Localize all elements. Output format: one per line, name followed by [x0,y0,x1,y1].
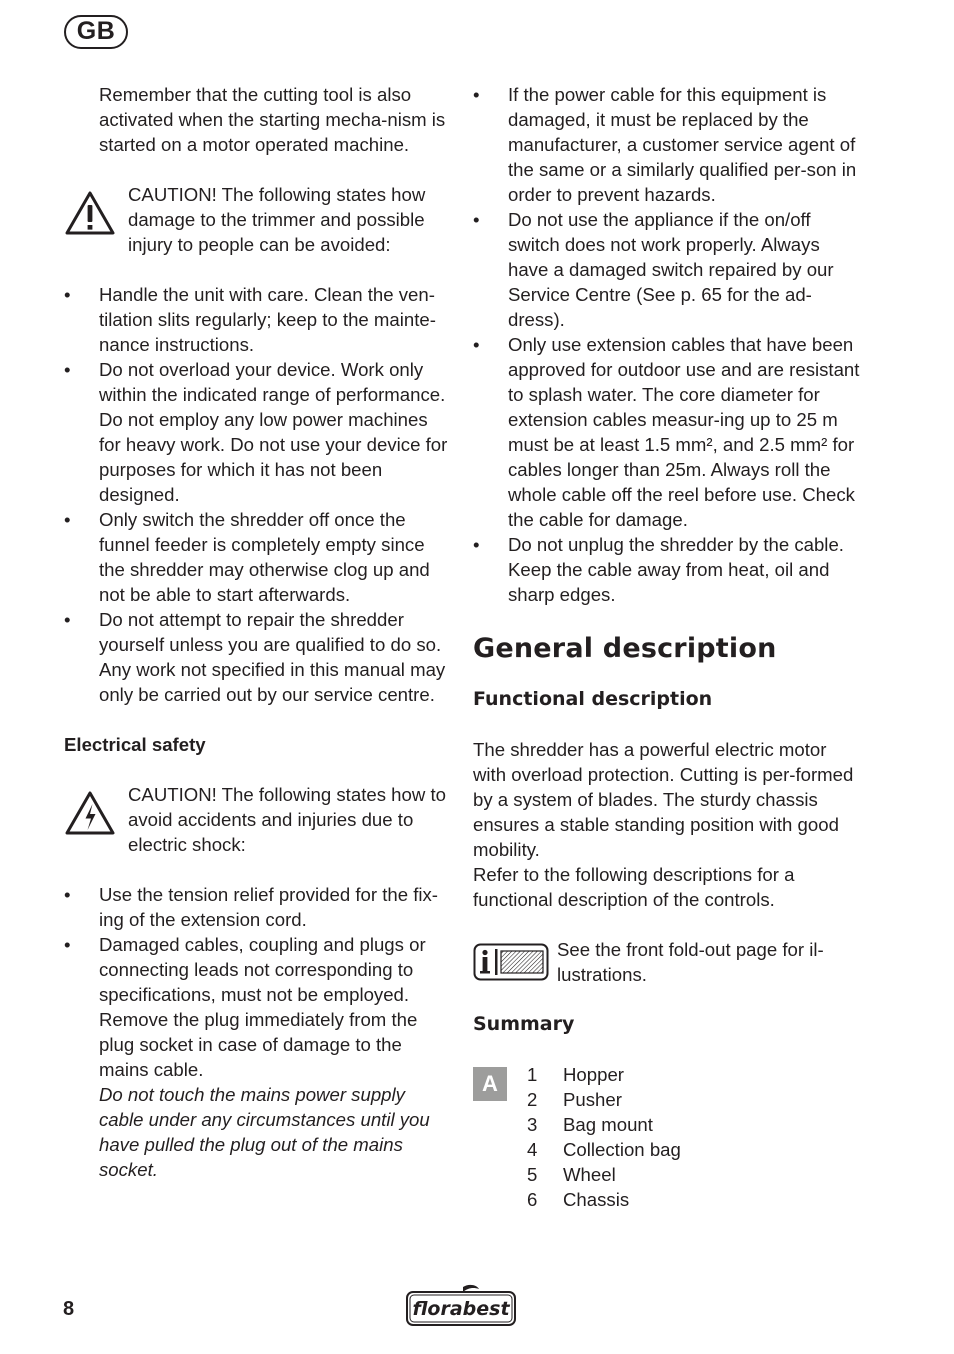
table-row [527,1087,681,1112]
mains-warning-italic: Do not touch the mains power supply cable under any circumstances until you have pulled the plug out of the mains socket. [99,1084,430,1180]
table-row [527,1062,681,1087]
item-label: Chassis [563,1189,630,1210]
florabest-logo [405,1284,517,1328]
info-illustration-icon [473,943,549,981]
table-row [527,1137,681,1162]
list-item: • Do not overload your device. Work only within the indicated range of performance. Do not employ any low power machines for heavy work. Do not use your device for purposes for which it has not been designed. [64,357,450,507]
electrical-bullet-list [64,882,450,1182]
list-item: • Do not use the appliance if the on/off switch does not work properly. Always have a damaged switch repaired by our Service Centre (See p. 65 for the ad-dress). [473,207,863,332]
list-item: • Handle the unit with care. Clean the ven-tilation slits regularly; keep to the mainte-nance instructions. [64,282,450,357]
item-number: 1 [527,1064,538,1085]
caution-damage-text: CAUTION! The following states how damage to the trimmer and possible injury to people can be avoided: [128,184,426,255]
info-note-text: See the front fold-out page for il-lustrations. [557,939,824,985]
list-item: • Use the tension relief provided for the fix-ing of the extension cord. [64,882,450,932]
item-label: Hopper [563,1064,624,1085]
list-item: • Do not attempt to repair the shredder yourself unless you are qualified to do so. Any work not specified in this manual may only be carried out by our service centre. [64,607,450,707]
figure-a-tag: A [473,1067,507,1101]
warning-lightning-icon [64,790,116,836]
functional-description-text: The shredder has a powerful electric motor with overload protection. Cutting is per-formed by a system of blades. The sturdy chassis ensures a stable standing position with good mobility. [473,739,854,860]
list-item: • Only use extension cables that have been approved for outdoor use and are resistant to splash water. The core diameter for extension cables measur-ing up to 25 m must be at least 1.5 mm², and 2.5 mm² for cables longer than 25m. Always roll the whole cable off the reel before use. Check the cable for damage. [473,332,863,532]
list-item: • If the power cable for this equipment is damaged, it must be replaced by the manufacturer, a customer service agent of the same or a similarly qualified per-son in order to prevent hazards. [473,82,863,207]
item-number: 2 [527,1089,538,1110]
table-row [527,1112,681,1137]
damaged-cables-text: Damaged cables, coupling and plugs or connecting leads not corresponding to specifications, must not be employed. Remove the plug immediately from the plug socket in case of damage to the mains cable. [99,934,426,1080]
summary-list [473,1062,863,1212]
list-item: • Only switch the shredder off once the funnel feeder is completely empty since the shredder may otherwise clog up and not be able to start afterwards. [64,507,450,607]
page-number: 8 [63,1298,75,1320]
section-title-general-description: General description [473,633,777,664]
warning-exclamation-icon [64,190,116,236]
item-number: 5 [527,1164,538,1185]
item-label: Collection bag [563,1139,681,1160]
table-row [527,1162,681,1187]
item-label: Pusher [563,1089,622,1110]
left-column [64,82,450,1182]
caution-electric [64,782,450,857]
electrical-safety-heading: Electrical safety [64,734,206,755]
care-bullet-list [64,282,450,707]
cable-bullet-list [473,82,863,607]
right-column [473,82,863,1212]
info-note [473,937,863,987]
logo-wordmark: florabest [412,1298,510,1320]
functional-description-text-2: Refer to the following descriptions for a functional description of the controls. [473,864,795,910]
list-item [64,932,450,1182]
item-label: Bag mount [563,1114,653,1135]
item-label: Wheel [563,1164,616,1185]
table-row [527,1187,681,1212]
caution-damage [64,182,450,257]
item-number: 4 [527,1139,538,1160]
caution-electric-text: CAUTION! The following states how to avoid accidents and injuries due to electric shock: [128,784,446,855]
summary-table [527,1062,681,1212]
item-number: 6 [527,1189,538,1210]
list-item: • Do not unplug the shredder by the cable. Keep the cable away from heat, oil and sharp edges. [473,532,863,607]
language-badge: GB [64,15,128,49]
functional-description-heading: Functional description [473,688,713,710]
intro-paragraph: Remember that the cutting tool is also activated when the starting mecha-nism is started on a motor operated machine. [99,84,446,155]
summary-heading: Summary [473,1013,575,1035]
item-number: 3 [527,1114,538,1135]
